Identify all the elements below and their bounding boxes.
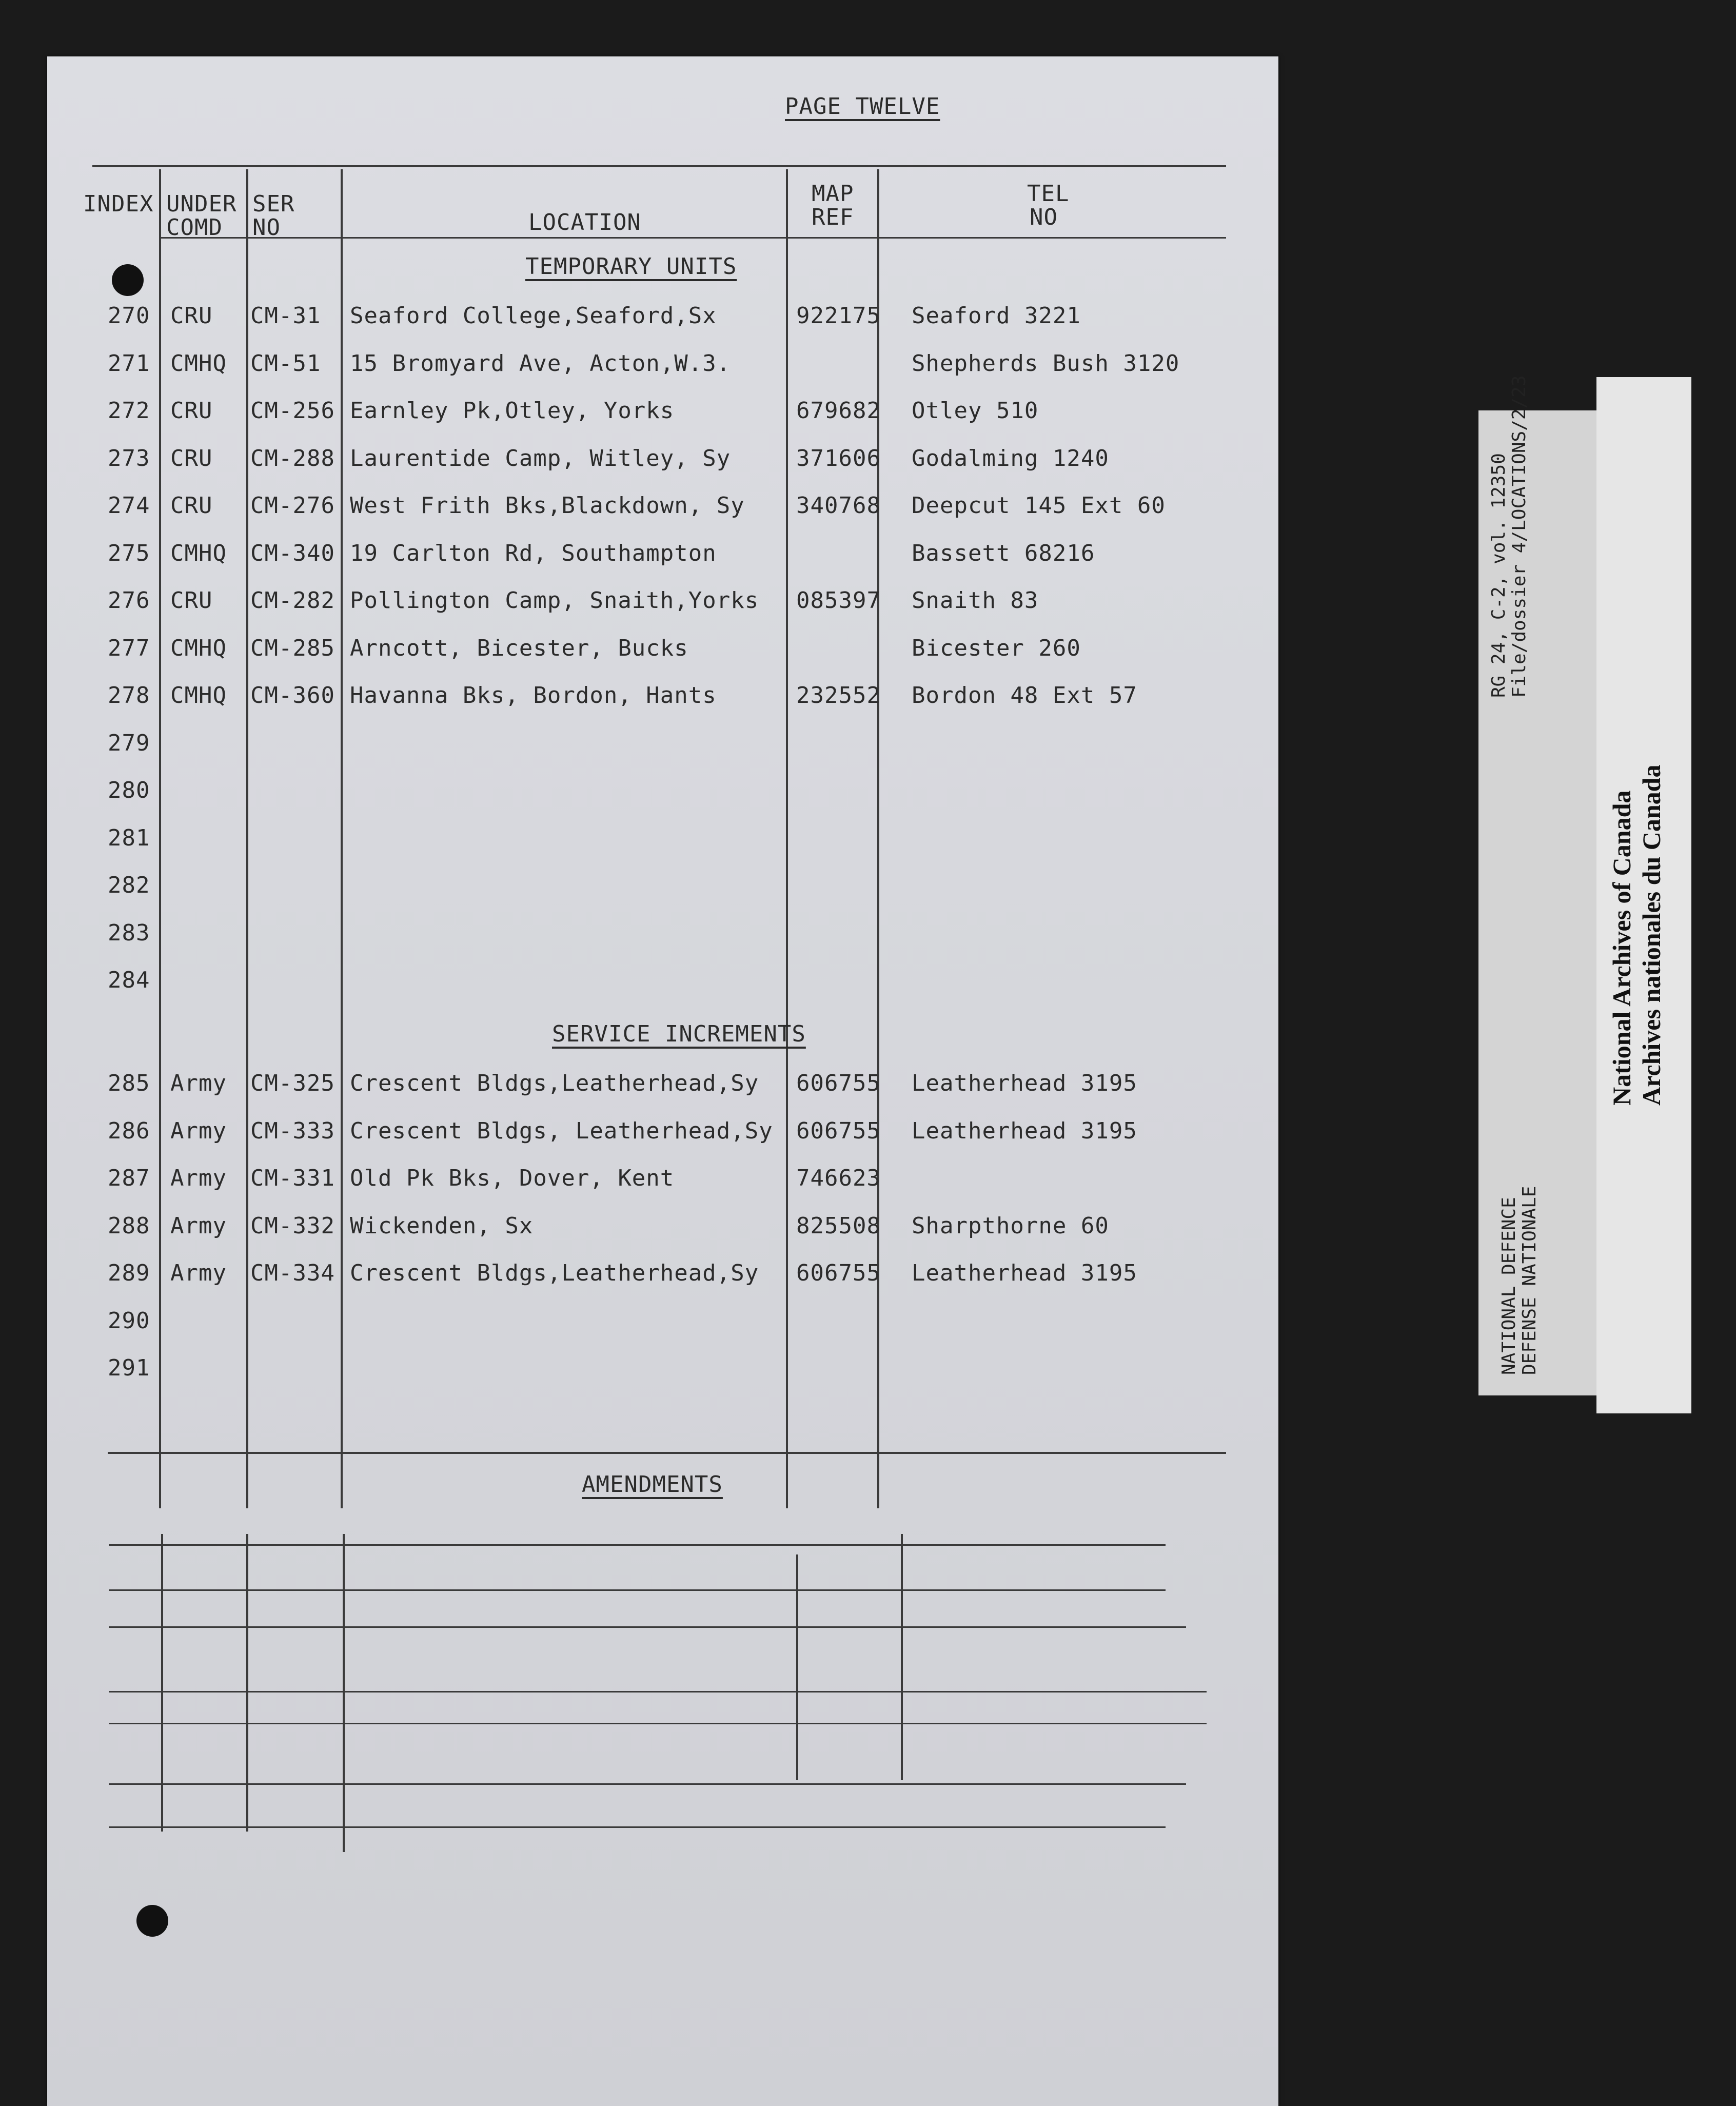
row-command: CMHQ xyxy=(170,682,227,708)
row-telephone: Sharpthorne 60 xyxy=(912,1212,1109,1239)
row-index: 286 xyxy=(108,1117,150,1144)
row-serial: CM-31 xyxy=(250,303,321,329)
row-map-ref: 085397 xyxy=(796,587,881,614)
archive-name-label xyxy=(1596,377,1691,1413)
row-serial: CM-256 xyxy=(250,398,335,424)
header-ser: SER xyxy=(252,191,295,217)
document-sheet xyxy=(47,56,1278,2106)
grid-line xyxy=(109,1826,1166,1828)
row-command: CRU xyxy=(170,445,213,471)
row-index: 274 xyxy=(108,493,150,519)
header-no: NO xyxy=(252,214,281,241)
reference-text xyxy=(1489,375,1530,698)
row-command: Army xyxy=(170,1165,227,1191)
row-serial: CM-276 xyxy=(250,493,335,519)
row-telephone: Otley 510 xyxy=(912,398,1039,424)
row-command: Army xyxy=(170,1117,227,1144)
row-telephone: Leatherhead 3195 xyxy=(912,1260,1137,1286)
row-command: CRU xyxy=(170,493,213,519)
row-location: Havanna Bks, Bordon, Hants xyxy=(350,682,717,708)
column-divider xyxy=(877,169,879,1508)
row-location: Wickenden, Sx xyxy=(350,1212,534,1239)
row-command: Army xyxy=(170,1070,227,1096)
row-serial: CM-285 xyxy=(250,635,335,661)
row-command: CRU xyxy=(170,303,213,329)
grid-line xyxy=(109,1783,1186,1785)
row-index: 279 xyxy=(108,730,150,756)
row-location: West Frith Bks,Blackdown, Sy xyxy=(350,493,745,519)
header-tel-no: NO xyxy=(1030,204,1058,230)
row-command: CMHQ xyxy=(170,635,227,661)
header-ref: REF xyxy=(812,204,854,230)
row-location: Earnley Pk,Otley, Yorks xyxy=(350,398,675,424)
row-telephone: Leatherhead 3195 xyxy=(912,1070,1137,1096)
column-divider xyxy=(341,169,343,1508)
row-serial: CM-282 xyxy=(250,587,335,614)
department-text xyxy=(1499,1186,1540,1375)
punch-hole xyxy=(112,264,144,296)
header-location: LOCATION xyxy=(528,209,641,235)
grid-line xyxy=(109,1589,1166,1591)
row-map-ref: 606755 xyxy=(796,1117,881,1144)
row-map-ref: 825508 xyxy=(796,1212,881,1239)
archive-name-text xyxy=(1607,765,1666,1106)
row-serial: CM-332 xyxy=(250,1212,335,1239)
row-map-ref: 922175 xyxy=(796,303,881,329)
row-location: Crescent Bldgs, Leatherhead,Sy xyxy=(350,1117,773,1144)
row-command: CRU xyxy=(170,398,213,424)
row-index: 278 xyxy=(108,682,150,708)
row-telephone: Leatherhead 3195 xyxy=(912,1117,1137,1144)
header-top-rule xyxy=(92,165,1226,167)
row-index: 275 xyxy=(108,540,150,566)
row-serial: CM-331 xyxy=(250,1165,335,1191)
reference-file: File/dossier 4/LOCATIONS/2/23 xyxy=(1509,375,1530,698)
row-location: Seaford College,Seaford,Sx xyxy=(350,303,717,329)
row-index: 284 xyxy=(108,967,150,993)
column-divider xyxy=(159,169,161,1508)
grid-line xyxy=(246,1534,248,1832)
row-telephone: Godalming 1240 xyxy=(912,445,1109,471)
column-divider xyxy=(786,169,788,1508)
row-index: 287 xyxy=(108,1165,150,1191)
row-serial: CM-334 xyxy=(250,1260,335,1286)
header-comd: COMD xyxy=(166,214,223,241)
grid-line xyxy=(343,1534,345,1852)
grid-line xyxy=(109,1723,1207,1724)
row-map-ref: 679682 xyxy=(796,398,881,424)
row-telephone: Deepcut 145 Ext 60 xyxy=(912,493,1166,519)
row-index: 282 xyxy=(108,872,150,898)
row-location: 15 Bromyard Ave, Acton,W.3. xyxy=(350,350,731,377)
row-telephone: Shepherds Bush 3120 xyxy=(912,350,1180,377)
grid-line xyxy=(901,1534,903,1780)
grid-line xyxy=(109,1626,1186,1628)
grid-line xyxy=(796,1554,798,1780)
row-map-ref: 371606 xyxy=(796,445,881,471)
grid-line xyxy=(161,1534,163,1832)
row-index: 291 xyxy=(108,1355,150,1381)
row-telephone: Bassett 68216 xyxy=(912,540,1095,566)
row-index: 273 xyxy=(108,445,150,471)
header-bottom-rule xyxy=(160,237,1226,239)
row-command: CMHQ xyxy=(170,350,227,377)
row-command: Army xyxy=(170,1260,227,1286)
row-index: 277 xyxy=(108,635,150,661)
row-index: 285 xyxy=(108,1070,150,1096)
row-telephone: Bicester 260 xyxy=(912,635,1081,661)
row-location: Pollington Camp, Snaith,Yorks xyxy=(350,587,759,614)
row-index: 289 xyxy=(108,1260,150,1286)
row-telephone: Snaith 83 xyxy=(912,587,1039,614)
row-index: 272 xyxy=(108,398,150,424)
section-temporary-units: TEMPORARY UNITS xyxy=(525,253,737,280)
department-english: NATIONAL DEFENCE xyxy=(1498,1197,1520,1375)
header-under: UNDER xyxy=(166,191,237,217)
row-map-ref: 606755 xyxy=(796,1070,881,1096)
column-divider xyxy=(246,169,248,1508)
archive-name-english: National Archives of Canada xyxy=(1607,790,1636,1106)
archive-name-french: Archives nationales du Canada xyxy=(1637,764,1666,1106)
row-map-ref: 232552 xyxy=(796,682,881,708)
row-serial: CM-333 xyxy=(250,1117,335,1144)
grid-line xyxy=(109,1691,1207,1692)
row-location: 19 Carlton Rd, Southampton xyxy=(350,540,717,566)
row-index: 290 xyxy=(108,1307,150,1334)
row-location: Arncott, Bicester, Bucks xyxy=(350,635,688,661)
row-location: Laurentide Camp, Witley, Sy xyxy=(350,445,731,471)
row-index: 271 xyxy=(108,350,150,377)
row-index: 283 xyxy=(108,919,150,946)
section-service-increments: SERVICE INCREMENTS xyxy=(552,1021,806,1047)
header-tel: TEL xyxy=(1027,181,1070,207)
archive-reference-label xyxy=(1478,375,1596,1395)
row-command: Army xyxy=(170,1212,227,1239)
row-index: 280 xyxy=(108,777,150,803)
grid-line xyxy=(109,1544,1166,1546)
reference-volume: RG 24, C-2, vol. 12350 xyxy=(1488,453,1509,698)
row-command: CRU xyxy=(170,587,213,614)
section-amendments: AMENDMENTS xyxy=(582,1471,723,1498)
row-serial: CM-288 xyxy=(250,445,335,471)
row-index: 288 xyxy=(108,1212,150,1239)
row-command: CMHQ xyxy=(170,540,227,566)
row-serial: CM-340 xyxy=(250,540,335,566)
row-serial: CM-360 xyxy=(250,682,335,708)
row-location: Crescent Bldgs,Leatherhead,Sy xyxy=(350,1260,759,1286)
row-serial: CM-51 xyxy=(250,350,321,377)
row-telephone: Seaford 3221 xyxy=(912,303,1081,329)
row-map-ref: 606755 xyxy=(796,1260,881,1286)
header-map: MAP xyxy=(812,181,854,207)
table-bottom-rule xyxy=(108,1452,1226,1454)
row-serial: CM-325 xyxy=(250,1070,335,1096)
punch-hole xyxy=(136,1905,168,1937)
page-title: PAGE TWELVE xyxy=(785,93,940,120)
header-index: INDEX xyxy=(83,191,154,217)
row-index: 270 xyxy=(108,303,150,329)
row-location: Crescent Bldgs,Leatherhead,Sy xyxy=(350,1070,759,1096)
row-index: 281 xyxy=(108,824,150,851)
row-telephone: Bordon 48 Ext 57 xyxy=(912,682,1137,708)
row-location: Old Pk Bks, Dover, Kent xyxy=(350,1165,675,1191)
row-map-ref: 340768 xyxy=(796,493,881,519)
department-french: DEFENSE NATIONALE xyxy=(1519,1186,1540,1375)
row-map-ref: 746623 xyxy=(796,1165,881,1191)
row-index: 276 xyxy=(108,587,150,614)
